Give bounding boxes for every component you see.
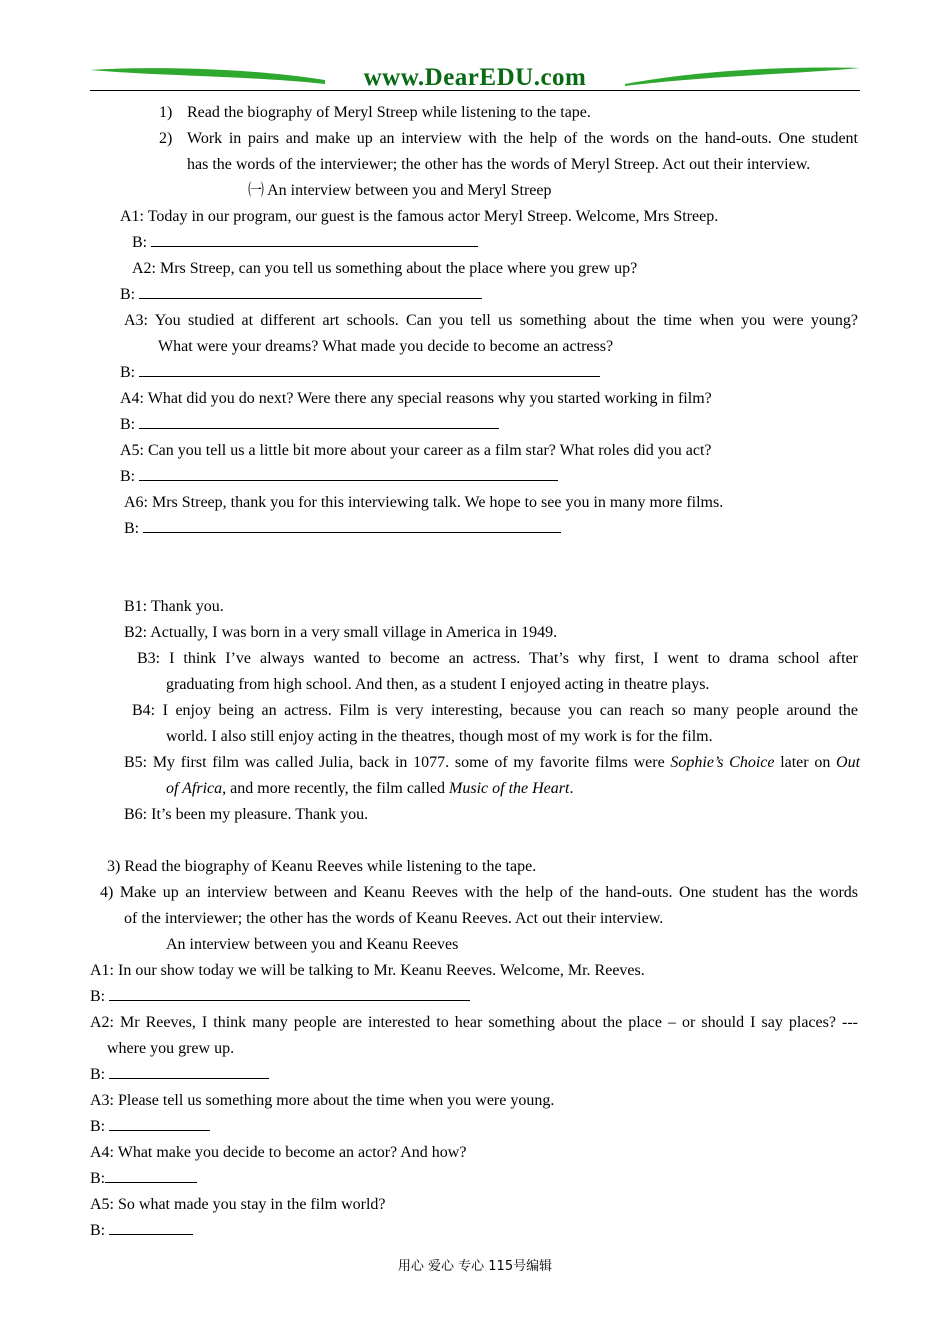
answer-line <box>139 466 558 481</box>
interview-title-streep: ㈠ An interview between you and Meryl Streep <box>248 182 552 199</box>
reeves-question-a5: A5: So what made you stay in the film world? <box>90 1196 386 1213</box>
answer-blank-1: B: <box>132 230 478 256</box>
question-a2: A2: Mrs Streep, can you tell us something about the place where you grew up? <box>132 260 638 277</box>
question-a1: A1: Today in our program, our guest is the famous actor Meryl Streep. Welcome, Mrs Streep. <box>120 208 719 225</box>
answer-line <box>139 284 482 299</box>
film-title: of Africa, <box>166 780 227 797</box>
reeves-question-a2-line-1: A2: Mr Reeves, I think many people are interested to hear something about the place – or should I say places? --- <box>90 1014 858 1031</box>
answer-b4-line-1: B4: I enjoy being an actress. Film is very interesting, because you can reach so many people around the <box>132 702 858 719</box>
answer-blank-6: B: <box>124 516 561 542</box>
film-title: Sophie’s Choice <box>670 754 775 771</box>
answer-b2: B2: Actually, I was born in a very small village in America in 1949. <box>124 624 558 641</box>
answer-line <box>109 1064 269 1079</box>
step-text: Read the biography of Meryl Streep while listening to the tape. <box>187 104 591 121</box>
step-1 <box>159 100 591 126</box>
site-logo-text: www.DearEDU.com <box>363 64 587 91</box>
answer-b4-line-2: world. I also still enjoy acting in the theatres, though most of my work is for the film. <box>166 728 713 745</box>
question-a5: A5: Can you tell us a little bit more about your career as a film star? What roles did you act? <box>120 442 712 459</box>
page-footer: 用心 爱心 专心 115号编辑 <box>397 1259 553 1274</box>
answer-b3-line-1: B3: I think I’ve always wanted to become an actress. That’s why first, I went to drama school after <box>137 650 858 667</box>
question-a4: A4: What did you do next? Were there any special reasons why you started working in film? <box>120 390 712 407</box>
reeves-answer-blank-1: B: <box>90 984 470 1010</box>
answer-line <box>139 414 499 429</box>
question-a6: A6: Mrs Streep, thank you for this interviewing talk. We hope to see you in many more films. <box>124 494 724 511</box>
answer-b5-line-2: of Africa, and more recently, the film called Music of the Heart. <box>166 780 574 797</box>
answer-line <box>139 362 600 377</box>
reeves-answer-blank-4: B: <box>90 1166 197 1192</box>
answer-b5-line-1: B5: My first film was called Julia, back in 1077. some of my favorite films were Sophie’s Choice later on Out <box>124 754 861 771</box>
reeves-question-a2-line-2: where you grew up. <box>107 1040 235 1057</box>
reeves-question-a4: A4: What make you decide to become an actor? And how? <box>90 1144 467 1161</box>
answer-blank-3: B: <box>120 360 600 386</box>
answer-line <box>109 1116 210 1131</box>
answer-line <box>109 986 470 1001</box>
film-title: Out <box>836 754 861 771</box>
answer-line <box>151 232 478 247</box>
answer-line <box>105 1168 197 1183</box>
answer-b6: B6: It’s been my pleasure. Thank you. <box>124 806 369 823</box>
step-number: 1) <box>159 104 173 121</box>
reeves-answer-blank-3: B: <box>90 1114 210 1140</box>
answer-b3-line-2: graduating from high school. And then, as a student I enjoyed acting in theatre plays. <box>166 676 710 693</box>
answer-blank-2: B: <box>120 282 482 308</box>
film-title: Music of the Heart <box>449 780 570 797</box>
step-4-line-1: 4) Make up an interview between and Keanu Reeves with the help of the hand-outs. One student has the words <box>100 884 858 901</box>
answer-line <box>109 1220 193 1235</box>
answer-blank-5: B: <box>120 464 558 490</box>
step-2-line-2: has the words of the interviewer; the other has the words of Meryl Streep. Act out their interview. <box>187 156 811 173</box>
question-a3-line-2: What were your dreams? What made you decide to become an actress? <box>158 338 614 355</box>
reeves-answer-blank-2: B: <box>90 1062 269 1088</box>
reeves-question-a1: A1: In our show today we will be talking to Mr. Keanu Reeves. Welcome, Mr. Reeves. <box>90 962 645 979</box>
step-2-number: 2) <box>159 130 173 147</box>
reeves-question-a3: A3: Please tell us something more about the time when you were young. <box>90 1092 555 1109</box>
question-a3-line-1: A3: You studied at different art schools. Can you tell us something about the time when you were young? <box>124 312 858 329</box>
step-2-line-1: Work in pairs and make up an interview with the help of the words on the hand-outs. One student <box>187 130 858 147</box>
step-3: 3) Read the biography of Keanu Reeves while listening to the tape. <box>107 858 537 875</box>
reeves-answer-blank-5: B: <box>90 1218 193 1244</box>
step-4-line-2: of the interviewer; the other has the words of Keanu Reeves. Act out their interview. <box>124 910 664 927</box>
answer-b1: B1: Thank you. <box>124 598 224 615</box>
answer-line <box>143 518 561 533</box>
header-divider <box>90 90 860 91</box>
answer-blank-4: B: <box>120 412 499 438</box>
interview-title-reeves: An interview between you and Keanu Reeves <box>166 936 459 953</box>
